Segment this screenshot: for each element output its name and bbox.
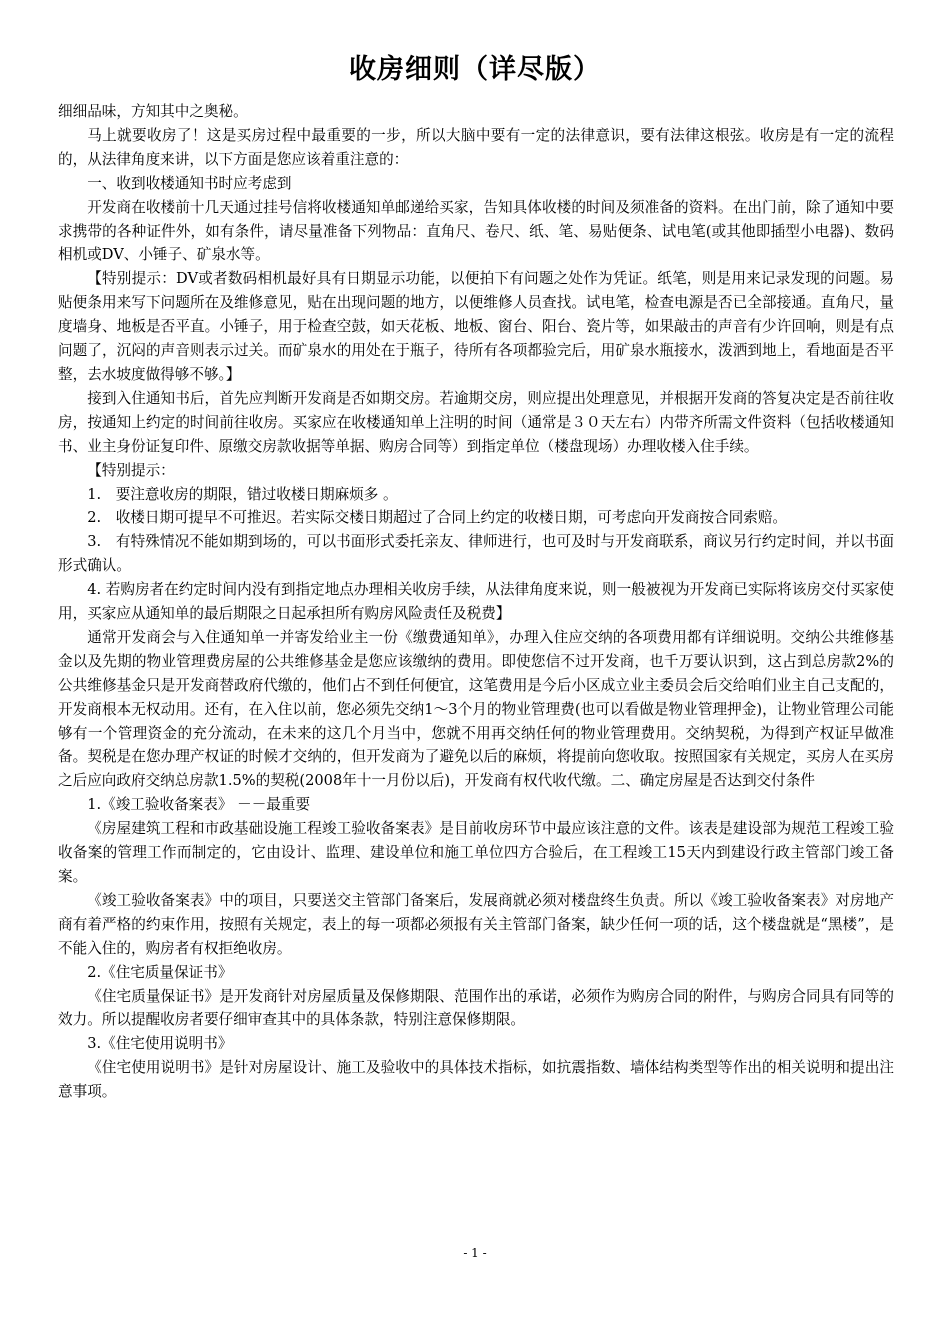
paragraph: 《竣工验收备案表》中的项目，只要送交主管部门备案后，发展商就必须对楼盘终生负责。所以《竣工验收备案表》对房地产商有着严格的约束作用，按照有关规定，表上的每一项都必须报有关主管部门备案，缺少任何一项的话，这个楼盘就是“黑楼”，是不能入住的，购房者有权拒绝收房。 bbox=[58, 891, 894, 957]
document-title: 收房细则（详尽版） bbox=[349, 54, 601, 85]
paragraph: 《住宅质量保证书》是开发商针对房屋质量及保修期限、范围作出的承诺，必须作为购房合同的附件，与购房合同具有同等的效力。所以提醒收房者要仔细审查其中的具体条款，特别注意保修期限。 bbox=[58, 987, 894, 1029]
paragraph: 通常开发商会与入住通知单一并寄发给业主一份《缴费通知单》，办理入住应交纳的各项费用都有详细说明。交纳公共维修基金以及先期的物业管理费房屋的公共维修基金是您应该缴纳的费用。即使您信不过开发商，也千万要认识到，这占到总房款2%的公共维修基金只是开发商替政府代缴的，他们占不到任何便宜，这笔费用是今后小区成立业主委员会后交给咱们业主自己支配的，开发商根本无权动用。还有，在入住以前，您必须先交纳1～3个月的物业管理费(也可以看做是物业管理押金)，让物业管理公司能够有一个管理资金的充分流动，在未来的这几个月当中，您就不用再交纳任何的物业管理费用。交纳契税，为得到产权证早做准备。契税是在您办理产权证的时候才交纳的，但开发商为了避免以后的麻烦，将提前向您收取。按照国家有关规定，买房人在买房之后应向政府交纳总房款1.5%的契税(2008年十一月份以后)，开发商有权代收代缴。二、确定房屋是否达到交付条件 bbox=[58, 628, 894, 790]
paragraph: 【特别提示：DV或者数码相机最好具有日期显示功能，以便拍下有问题之处作为凭证。纸笔，则是用来记录发现的问题。易贴便条用来写下问题所在及维修意见，贴在出现问题的地方，以便维修人员查找。试电笔，检查电源是否已全部接通。直角尺，量度墙身、地板是否平直。小锤子，用于检查空鼓，如天花板、地板、窗台、阳台、瓷片等，如果敲击的声音有少许回响，则是有点问题了，沉闷的声音则表示过关。而矿泉水的用处在于瓶子，待所有各项都验完后，用矿泉水瓶接水，泼洒到地上，看地面是否平整，去水坡度做得够不够。】 bbox=[58, 270, 894, 383]
paragraph: 《住宅使用说明书》是针对房屋设计、施工及验收中的具体技术指标，如抗震指数、墙体结构类型等作出的相关说明和提出注意事项。 bbox=[58, 1059, 894, 1101]
paragraph: 2.《住宅质量保证书》 bbox=[87, 963, 233, 981]
paragraph: 2. 收楼日期可提早不可推迟。若实际交楼日期超过了合同上约定的收楼日期，可考虑向开发商按合同索赔。 bbox=[87, 509, 788, 527]
document-body bbox=[58, 100, 894, 1104]
paragraph: 马上就要收房了！这是买房过程中最重要的一步，所以大脑中要有一定的法律意识，要有法律这根弦。收房是有一定的流程的，从法律角度来讲，以下方面是您应该着重注意的： bbox=[58, 126, 894, 168]
paragraph: 《房屋建筑工程和市政基础设施工程竣工验收备案表》是目前收房环节中最应该注意的文件。该表是建设部为规范工程竣工验收备案的管理工作而制定的，它由设计、监理、建设单位和施工单位四方合验后，在工程竣工15天内到建设行政主管部门竣工备案。 bbox=[58, 820, 894, 885]
paragraph: 4. 若购房者在约定时间内没有到指定地点办理相关收房手续，从法律角度来说，则一般被视为开发商已实际将该房交付买家使用，买家应从通知单的最后期限之日起承担所有购房风险责任及税费】 bbox=[58, 581, 894, 623]
paragraph: 细细品味，方知其中之奥秘。 bbox=[58, 103, 248, 120]
paragraph: 1.《竣工验收备案表》 －－最重要 bbox=[87, 796, 311, 814]
paragraph: 3. 有特殊情况不能如期到场的，可以书面形式委托亲友、律师进行，也可及时与开发商联系，商议另行约定时间，并以书面形式确认。 bbox=[58, 533, 894, 575]
paragraph: 一、收到收楼通知书时应考虑到 bbox=[87, 174, 292, 192]
paragraph: 开发商在收楼前十几天通过挂号信将收楼通知单邮递给买家，告知具体收楼的时间及须准备的资料。在出门前，除了通知中要求携带的各种证件外，如有条件，请尽量准备下列物品：直角尺、卷尺、纸、笔、易贴便条、试电笔(或其他即插型小电器)、数码相机或DV、小锤子、矿泉水等。 bbox=[58, 198, 894, 264]
page-number: - 1 - bbox=[463, 1246, 487, 1260]
paragraph: 接到入住通知书后，首先应判断开发商是否如期交房。若逾期交房，则应提出处理意见，并根据开发商的答复决定是否前往收房，按通知上约定的时间前往收房。买家应在收楼通知单上注明的时间（通常是３０天左右）内带齐所需文件资料（包括收楼通知书、业主身份证复印件、原缴交房款收据等单据、购房合同等）到指定单位（楼盘现场）办理收楼入住手续。 bbox=[58, 389, 894, 455]
paragraph: 1. 要注意收房的期限，错过收楼日期麻烦多 。 bbox=[87, 485, 398, 503]
paragraph: 3.《住宅使用说明书》 bbox=[87, 1035, 233, 1053]
paragraph: 【特别提示： bbox=[87, 461, 175, 479]
